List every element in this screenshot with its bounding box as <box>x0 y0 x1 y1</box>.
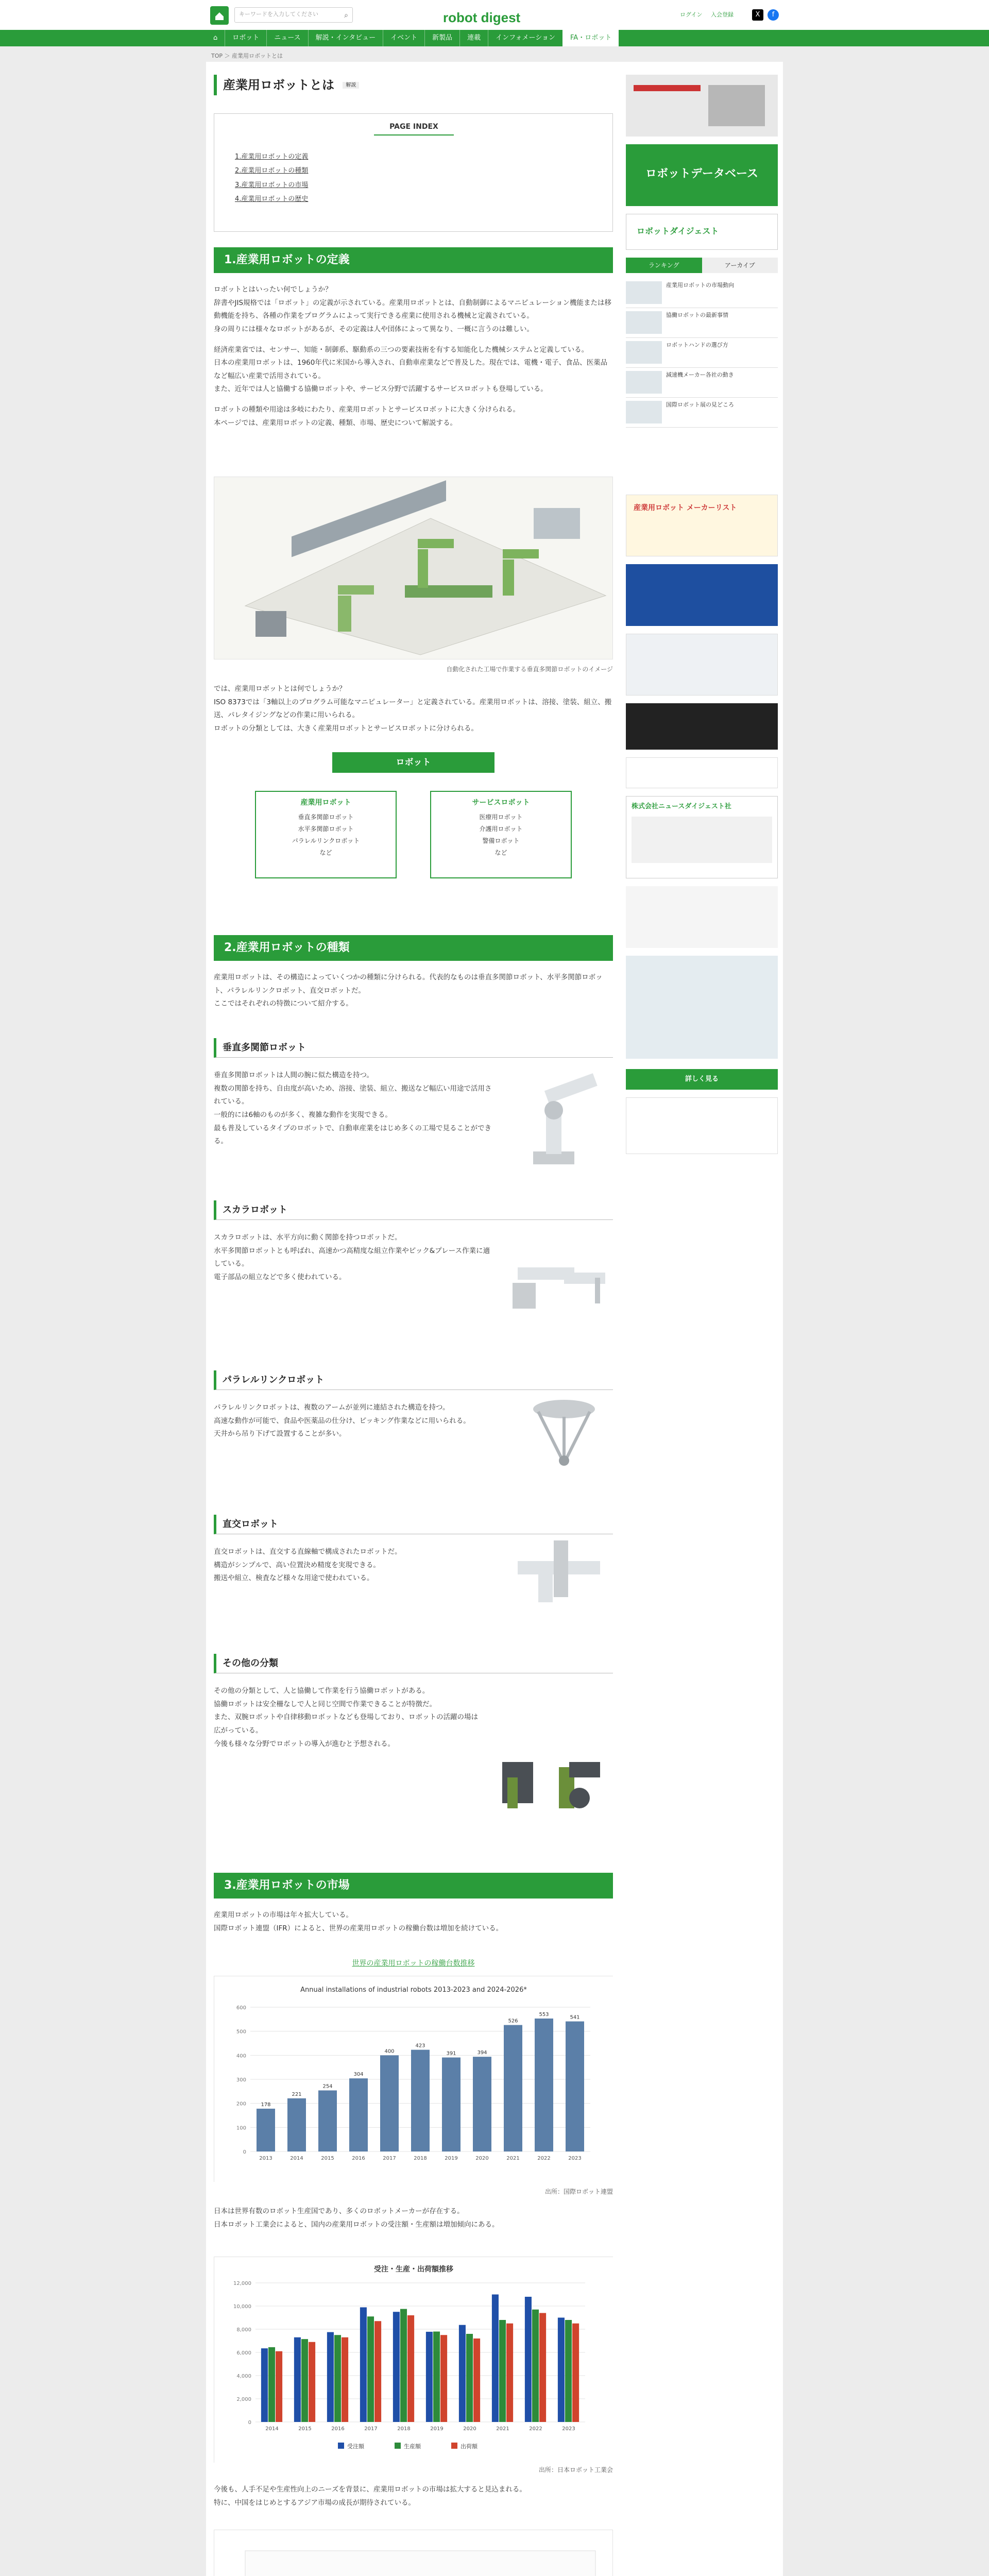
diagram-item: パラレルリンクロボット <box>292 837 360 844</box>
paragraph: ロボットの種類や用途は多岐にわたり、産業用ロボットとサービスロボットに大きく分けられる。 <box>214 405 520 414</box>
tick-label: 2014 <box>290 2156 303 2161</box>
thumbnail <box>626 401 662 423</box>
toc-item[interactable]: 4.産業用ロボットの歴史 <box>235 195 309 203</box>
orders-bar-chart <box>214 2257 613 2463</box>
tick-label: 6,000 <box>236 2350 251 2356</box>
section-1-heading: 1.産業用ロボットの定義 <box>214 247 613 273</box>
diagram-item: 水平多関節ロボット <box>298 825 354 833</box>
tick-label: 2022 <box>537 2156 551 2161</box>
tick-label: 500 <box>236 2029 246 2035</box>
type-heading: その他の分類 <box>214 1654 613 1673</box>
paragraph: 日本は世界有数のロボット生産国であり、多くのロボットメーカーが存在する。 <box>214 2207 464 2215</box>
type-text <box>214 1546 492 1638</box>
bar <box>566 2022 584 2151</box>
bar <box>473 2338 480 2422</box>
nav-home-icon[interactable]: ⌂ <box>213 34 218 42</box>
bar <box>294 2337 301 2422</box>
paragraph: ロボットとはいったい何でしょうか？ <box>214 285 332 294</box>
bar <box>411 2050 430 2151</box>
tick-label: 200 <box>236 2101 246 2107</box>
toc-item[interactable]: 3.産業用ロボットの市場 <box>235 181 309 189</box>
data-label: 423 <box>415 2043 425 2049</box>
list-item[interactable] <box>626 278 778 308</box>
data-label: 394 <box>477 2050 487 2056</box>
thumbnail <box>626 281 662 304</box>
tick-label: 2021 <box>506 2156 520 2161</box>
bar <box>440 2335 447 2422</box>
area-chart-image <box>214 2530 613 2576</box>
bar <box>309 2342 315 2422</box>
paragraph: 複数の関節を持ち、自由度が高いため、溶接、塗装、組立、搬送など幅広い用途で活用されている。 <box>214 1084 492 1106</box>
bar <box>535 2019 553 2151</box>
top-bar <box>0 0 989 30</box>
toc-item[interactable]: 1.産業用ロボットの定義 <box>235 153 309 161</box>
section-1-text <box>214 283 613 459</box>
tick-label: 2021 <box>496 2426 509 2432</box>
paragraph: 身の周りには様々なロボットがあるが、その定義は人や団体によって異なり、一概に言うのは難しい。 <box>214 325 534 333</box>
paragraph: 高速な動作が可能で、食品や医薬品の仕分け、ピッキング作業などに用いられる。 <box>214 1416 470 1425</box>
paragraph: 協働ロボットは安全柵なしで人と同じ空間で作業できることが特徴だ。 <box>214 1700 436 1708</box>
tick-label: 2015 <box>321 2156 334 2161</box>
tick-label: 2015 <box>298 2426 312 2432</box>
type-text <box>214 1069 492 1172</box>
site-logo[interactable]: robot digest <box>443 10 521 25</box>
diagram-left-box <box>255 791 397 878</box>
breadcrumb[interactable]: TOP ＞ 産業用ロボットとは <box>211 53 283 59</box>
list-item-text: 協働ロボットの最新事情 <box>666 312 728 318</box>
company-image <box>632 817 772 863</box>
ad-banner[interactable] <box>626 564 778 626</box>
main-nav <box>0 30 989 46</box>
tick-label: 100 <box>236 2125 246 2131</box>
paragraph: 垂直多関節ロボットは人間の腕に似た構造を持つ。 <box>214 1071 373 1079</box>
diagram-right-head: サービスロボット <box>472 799 530 807</box>
banner-small[interactable] <box>626 214 778 250</box>
paragraph: 産業用ロボットは、その構造によっていくつかの種類に分けられる。代表的なものは垂直多関節ロボット、水平多関節ロボット、パラレルリンクロボット、直交ロボットだ。 <box>214 973 603 995</box>
paragraph: 搬送や組立、検査など様々な用途で使われている。 <box>214 1574 374 1583</box>
section-2-heading: 2.産業用ロボットの種類 <box>214 935 613 961</box>
bar <box>525 2297 532 2422</box>
tick-label: 2017 <box>364 2426 378 2432</box>
chart-link[interactable]: 世界の産業用ロボットの稼働台数推移 <box>352 1959 475 1968</box>
thumbnail <box>626 311 662 334</box>
tick-label: 12,000 <box>233 2281 251 2286</box>
paragraph: 国際ロボット連盟（IFR）によると、世界の産業用ロボットの稼働台数は増加を続けている。 <box>214 1924 503 1933</box>
bar <box>459 2325 466 2422</box>
bar <box>466 2334 473 2422</box>
type-text <box>214 1685 482 1839</box>
tick-label: 2017 <box>383 2156 396 2161</box>
section-3-mid <box>214 2205 613 2246</box>
tick-label: 2013 <box>259 2156 272 2161</box>
bar <box>360 2307 367 2422</box>
nav-item[interactable]: 連載 <box>459 30 488 46</box>
diagram-item: 垂直多関節ロボット <box>298 814 354 821</box>
list-item[interactable] <box>626 338 778 368</box>
section-3-after <box>214 2483 613 2524</box>
tick-label: 2023 <box>568 2156 582 2161</box>
list-item[interactable] <box>626 368 778 398</box>
diagram-root: ロボット <box>332 752 494 773</box>
facebook-icon[interactable]: f <box>768 9 779 21</box>
diagram-item: 介護用ロボット <box>479 825 523 833</box>
company-box <box>626 796 778 878</box>
nav-item[interactable]: インフォメーション <box>488 30 562 46</box>
dual-arm-robot-image <box>492 1747 613 1824</box>
factory-robots-image <box>214 477 613 660</box>
bar <box>506 2324 513 2422</box>
type-heading: スカラロボット <box>214 1200 613 1220</box>
paragraph: 一般的には6軸のものが多く、複雑な動作を実現できる。 <box>214 1110 392 1119</box>
tick-label: 600 <box>236 2005 246 2011</box>
paragraph: また、近年では人と協働する協働ロボットや、サービス分野で活躍するサービスロボットも登場している。 <box>214 385 548 394</box>
section-1-text-b <box>214 683 613 739</box>
legend-entry: 出荷額 <box>461 2443 478 2450</box>
bar <box>504 2025 522 2151</box>
tick-label: 4,000 <box>236 2374 251 2379</box>
bar <box>407 2315 414 2422</box>
home-icon[interactable] <box>210 6 229 25</box>
bar <box>492 2295 499 2422</box>
bar <box>318 2090 337 2151</box>
tick-label: 2016 <box>331 2426 345 2432</box>
data-label: 221 <box>292 2091 302 2097</box>
page-title-text: 産業用ロボットとは <box>223 78 334 92</box>
paragraph: 辞書やJIS規格では「ロボット」の定義が示されている。産業用ロボットとは、自動制御によるマニピュレーション機能または移動機能を持ち、各種の作業をプログラムによって実行できる産業に使用される機械と定義されている。 <box>214 298 611 320</box>
bar <box>374 2321 381 2422</box>
paragraph: 水平多関節ロボットとも呼ばれ、高速かつ高精度な組立作業やピック&プレース作業に適している。 <box>214 1246 490 1268</box>
bar <box>301 2339 308 2422</box>
data-label: 541 <box>570 2014 580 2021</box>
type-heading: 垂直多関節ロボット <box>214 1038 613 1058</box>
robot-classification-diagram <box>255 752 572 886</box>
factory-illustration <box>214 477 613 659</box>
paragraph: 天井から吊り下げて設置することが多い。 <box>214 1430 346 1438</box>
paragraph: では、産業用ロボットとは何でしょうか？ <box>214 685 346 693</box>
thumbnail <box>626 371 662 394</box>
paragraph: スカラロボットは、水平方向に動く関節を持つロボットだ。 <box>214 1233 402 1242</box>
diagram-item: など <box>319 849 332 856</box>
paragraph: 産業用ロボットの市場は年々拡大している。 <box>214 1911 353 1919</box>
ad-banner[interactable] <box>626 634 778 696</box>
list-item[interactable] <box>626 398 778 428</box>
type-text <box>214 1401 492 1494</box>
list-item[interactable] <box>626 308 778 338</box>
chart-caption: 出所：日本ロボット工業会 <box>538 2466 613 2473</box>
paragraph: ロボットの分類としては、大きく産業用ロボットとサービスロボットに分けられる。 <box>214 724 478 733</box>
cartesian-robot-image <box>507 1535 610 1607</box>
list-item-text: 産業用ロボットの市場動向 <box>666 282 734 289</box>
ad-banner[interactable] <box>626 495 778 556</box>
paragraph: 本ページでは、産業用ロボットの定義、種類、市場、歴史について解説する。 <box>214 418 457 427</box>
data-label: 254 <box>322 2083 333 2090</box>
bar <box>572 2324 579 2422</box>
paragraph: 電子部品の組立などで多く使われている。 <box>214 1273 346 1281</box>
bar <box>342 2337 348 2422</box>
toc-item[interactable]: 2.産業用ロボットの種類 <box>235 167 309 175</box>
type-heading: 直交ロボット <box>214 1515 613 1534</box>
image-caption: 自動化された工場で作業する垂直多関節ロボットのイメージ <box>446 666 613 673</box>
banner-text: 産業用ロボット メーカーリスト <box>634 504 737 512</box>
tick-label: 2018 <box>414 2156 427 2161</box>
legend-swatch <box>395 2443 401 2449</box>
diagram-item: 医療用ロボット <box>479 814 523 821</box>
tick-label: 2,000 <box>236 2397 251 2402</box>
type-heading: パラレルリンクロボット <box>214 1370 613 1390</box>
tick-label: 8,000 <box>236 2327 251 2333</box>
tick-label: 2019 <box>445 2156 458 2161</box>
bar <box>367 2316 374 2422</box>
tick-label: 2020 <box>475 2156 489 2161</box>
bar <box>400 2309 407 2422</box>
paragraph: 経済産業省では、センサー、知能・制御系、駆動系の三つの要素技術を有する知能化した機械システムと定義している。 <box>214 345 589 354</box>
chart-orders <box>214 2257 613 2463</box>
more-button[interactable]: 詳しく見る <box>626 1069 778 1090</box>
legend-swatch <box>451 2443 457 2449</box>
thumbnail <box>626 341 662 364</box>
bar <box>558 2318 565 2422</box>
paragraph: その他の分類として、人と協働して作業を行う協働ロボットがある。 <box>214 1687 430 1695</box>
tick-label: 2016 <box>352 2156 365 2161</box>
banner-text: ロボットダイジェスト <box>637 226 719 236</box>
chart-installations <box>214 1976 613 2182</box>
robot-database-banner[interactable] <box>626 144 778 206</box>
paragraph: ここではそれぞれの特徴について紹介する。 <box>214 999 353 1008</box>
search-input[interactable]: キーワードを入力してください <box>239 11 318 18</box>
x-icon[interactable]: X <box>752 9 763 21</box>
nav-item[interactable]: ロボット <box>225 30 266 46</box>
list-item-text: 減速機メーカー各社の動き <box>666 371 734 378</box>
tick-label: 2019 <box>430 2426 444 2432</box>
paragraph: 日本ロボット工業会によると、国内の産業用ロボットの受注額・生産額は増加傾向にある。 <box>214 2220 499 2229</box>
nav-item[interactable]: 新製品 <box>424 30 459 46</box>
tick-label: 2020 <box>463 2426 476 2432</box>
bar <box>257 2109 275 2151</box>
tick-label: 2022 <box>529 2426 542 2432</box>
tab-archive[interactable]: アーカイブ <box>702 258 778 273</box>
bar <box>261 2348 268 2422</box>
bar <box>539 2313 546 2422</box>
tick-label: 300 <box>236 2077 246 2083</box>
chart-title: Annual installations of industrial robots 2013-2023 and 2024-2026* <box>300 1986 527 1994</box>
legend-swatch <box>338 2443 344 2449</box>
tick-label: 10,000 <box>233 2304 251 2310</box>
bar <box>426 2332 433 2422</box>
vertical-robot-image <box>502 1069 613 1172</box>
paragraph: 今後も、人手不足や生産性向上のニーズを背景に、産業用ロボットの市場は拡大すると見込まれる。 <box>214 2485 526 2494</box>
tick-label: 2014 <box>265 2426 279 2432</box>
data-label: 178 <box>261 2102 271 2108</box>
search-icon[interactable]: ⌕ <box>344 11 348 20</box>
paragraph: 直交ロボットは、直交する直線軸で構成されたロボットだ。 <box>214 1548 402 1556</box>
ad-banner[interactable] <box>626 703 778 750</box>
paragraph: ISO 8373では「3軸以上のプログラム可能なマニピュレーター」と定義されている。産業用ロボットは、溶接、塗装、組立、搬送、パレタイジングなどの作業に用いられる。 <box>214 698 612 720</box>
data-label: 304 <box>353 2072 364 2078</box>
register-link[interactable]: 入会登録 <box>711 11 734 18</box>
page-container <box>206 62 783 2576</box>
bar <box>532 2310 539 2422</box>
search-box[interactable] <box>234 7 353 23</box>
bar <box>327 2332 334 2422</box>
company-name: 株式会社ニュースダイジェスト社 <box>632 803 731 810</box>
data-label: 553 <box>539 2011 549 2018</box>
legend-entry: 生産額 <box>404 2443 421 2450</box>
scara-robot-image <box>502 1247 613 1314</box>
bar <box>393 2312 400 2422</box>
toc-list <box>235 150 308 206</box>
list-item-text: ロボットハンドの選び方 <box>666 342 728 348</box>
paragraph: 構造がシンプルで、高い位置決め精度を実現できる。 <box>214 1561 380 1569</box>
bar <box>334 2335 341 2422</box>
chart-title: 受注・生産・出荷額推移 <box>374 2265 453 2274</box>
banner-title: ロボットデータベース <box>645 167 758 180</box>
bar <box>499 2320 506 2422</box>
page-index-header: PAGE INDEX <box>374 121 454 135</box>
ad-banner[interactable] <box>626 75 778 137</box>
diagram-left-head: 産業用ロボット <box>300 799 351 807</box>
page-index <box>214 113 613 232</box>
page-title <box>214 75 613 95</box>
data-label: 526 <box>508 2018 518 2024</box>
section-3-intro <box>214 1909 613 1950</box>
diagram-right-box <box>430 791 572 878</box>
installations-bar-chart <box>214 1976 613 2182</box>
login-link[interactable]: ログイン <box>680 11 703 18</box>
tick-label: 400 <box>236 2053 246 2059</box>
ranking-list <box>626 278 778 428</box>
tick-label: 0 <box>248 2420 251 2426</box>
bar <box>380 2055 399 2151</box>
tick-label: 2018 <box>397 2426 411 2432</box>
data-label: 400 <box>384 2048 395 2055</box>
bar <box>276 2351 282 2422</box>
type-text <box>214 1231 492 1350</box>
diagram-item: など <box>494 849 507 856</box>
paragraph: 最も普及しているタイプのロボットで、自動車産業をはじめ多くの工場で見ることができる。 <box>214 1124 492 1146</box>
paragraph: 今後も様々な分野でロボットの導入が進むと予想される。 <box>214 1739 395 1748</box>
bar <box>268 2347 275 2422</box>
nav-item[interactable]: イベント <box>383 30 424 46</box>
title-tag: 解説 <box>343 82 359 89</box>
population-area-chart <box>214 2530 613 2576</box>
chart-caption: 出所：国際ロボット連盟 <box>544 2188 613 2195</box>
ad-banner[interactable] <box>626 886 778 948</box>
bar <box>349 2078 368 2151</box>
diagram-item: 警備ロボット <box>482 837 520 844</box>
tick-label: 0 <box>243 2149 246 2155</box>
bar <box>473 2057 491 2151</box>
bar <box>565 2320 572 2422</box>
data-label: 391 <box>446 2050 456 2057</box>
paragraph: 日本の産業用ロボットは、1960年代に米国から導入され、自動車産業などで普及した。現在では、電機・電子、食品、医薬品など幅広い産業で活用されている。 <box>214 359 608 380</box>
legend-entry: 受注額 <box>347 2443 364 2450</box>
section-2-intro <box>214 971 613 1028</box>
nav-item[interactable]: 解説・インタビュー <box>308 30 383 46</box>
tick-label: 2023 <box>562 2426 575 2432</box>
parallel-robot-image <box>518 1396 610 1479</box>
paragraph: 特に、中国をはじめとするアジア市場の成長が期待されている。 <box>214 2498 415 2507</box>
nav-item[interactable]: ニュース <box>266 30 308 46</box>
sidebar-tabs <box>626 258 778 273</box>
paragraph: パラレルリンクロボットは、複数のアームが並列に連結された構造を持つ。 <box>214 1403 450 1412</box>
bar <box>287 2098 306 2151</box>
ad-banner[interactable] <box>626 956 778 1059</box>
tab-ranking[interactable]: ランキング <box>626 258 702 273</box>
ad-banner[interactable] <box>626 757 778 788</box>
nav-item-active[interactable]: FA・ロボット <box>562 30 619 46</box>
ad-banner[interactable] <box>626 1097 778 1154</box>
list-item-text: 国際ロボット展の見どころ <box>666 401 734 408</box>
paragraph: また、双腕ロボットや自律移動ロボットなども登場しており、ロボットの活躍の場は広がっている。 <box>214 1713 478 1735</box>
section-3-heading: 3.産業用ロボットの市場 <box>214 1873 613 1899</box>
bar <box>442 2058 461 2151</box>
bar <box>433 2332 440 2422</box>
